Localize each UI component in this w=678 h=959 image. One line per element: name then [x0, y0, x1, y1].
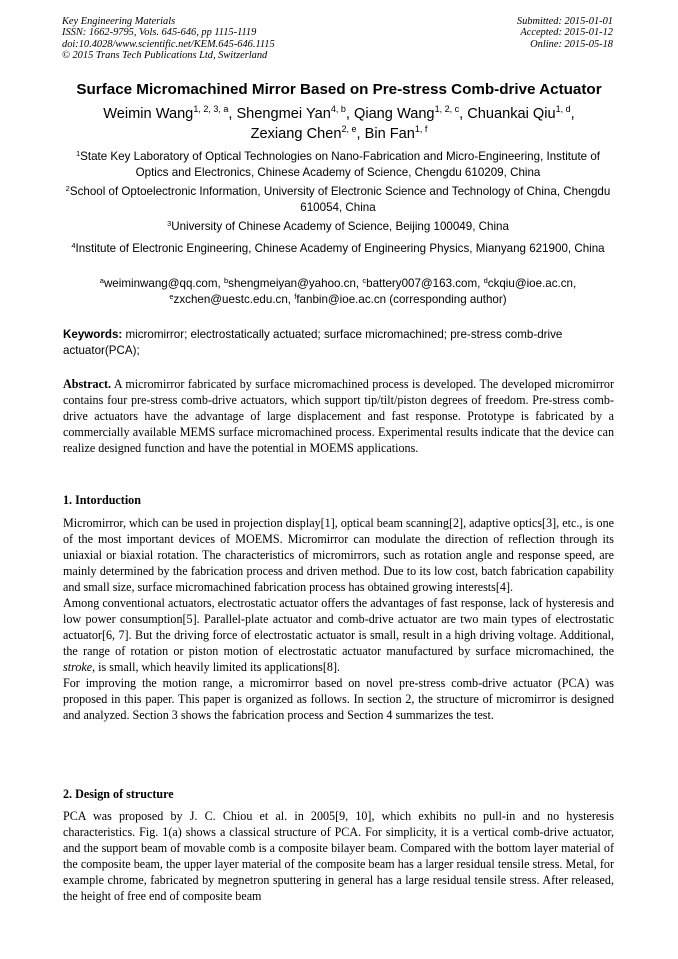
journal-doi: doi:10.4028/www.scientific.net/KEM.645-646.1115	[62, 38, 275, 50]
paragraph: Micromirror, which can be used in projection display[1], optical beam scanning[2], adaptive optics[3], etc., is one of the most important devices of MOEMS. Micromirror can modulate the direction of reflection through its uniaxial or biaxial rotation. The characteristics of micromirrors, such as rotation angle and response speed, are mainly determined by the fabrication process and driven method. Due to its low cost, batch fabrication capability and small size, surface micromachined fabrication process has obtained growing interests[4].	[63, 516, 614, 594]
affiliation-1	[62, 149, 614, 181]
dates-header	[517, 16, 613, 50]
affiliation-mark: 2	[65, 184, 70, 193]
author-name: Weimin Wang	[103, 106, 194, 122]
email-mark: b	[223, 276, 229, 285]
email-address: fanbin@ioe.ac.cn (corresponding author)	[296, 293, 507, 306]
email-address: shengmeiyan@yahoo.cn,	[228, 277, 363, 290]
author-affiliation-mark: 1, 2, 3, a	[193, 104, 229, 114]
email-address: battery007@163.com,	[366, 277, 484, 290]
affiliation-mark: 3	[167, 219, 172, 228]
journal-header	[62, 16, 275, 62]
affiliation-text: University of Chinese Academy of Science, Beijing 100049, China	[171, 220, 509, 233]
author-affiliation-mark: 1, d	[555, 104, 571, 114]
accepted-date: Accepted: 2015-01-12	[520, 27, 613, 39]
affiliation-text: School of Optoelectronic Information, University of Electronic Science and Technology of China, Chengdu 610054, China	[69, 185, 611, 214]
email-address: zxchen@uestc.edu.cn,	[173, 293, 295, 306]
email-address: weiminwang@qq.com,	[103, 277, 224, 290]
author-affiliation-mark: 2, e	[341, 124, 357, 134]
author-affiliation-mark: 4, b	[330, 104, 346, 114]
affiliation-text: State Key Laboratory of Optical Technologies on Nano-Fabrication and Micro-Engineering, Institute of Optics and Electronics, Chinese Academy of Science, Chengdu 610209, China	[80, 150, 601, 179]
section-heading-introduction: 1. Intorduction	[63, 493, 141, 507]
affiliation-3	[62, 219, 614, 235]
email-list	[62, 276, 614, 308]
author-name: Zexiang Chen	[250, 126, 342, 142]
keywords	[63, 327, 615, 359]
author-affiliation-mark: 1, f	[414, 124, 428, 134]
author-affiliation-mark: 1, 2, c	[434, 104, 460, 114]
keywords-text: micromirror; electrostatically actuated; surface micromachined; pre-stress comb-drive actuator(PCA);	[63, 328, 563, 357]
author-separator: ,	[228, 106, 237, 122]
email-mark: d	[483, 276, 488, 285]
online-date: Online: 2015-05-18	[530, 38, 613, 50]
design-body	[63, 808, 614, 904]
affiliation-2	[62, 184, 614, 216]
paper-title: Surface Micromachined Mirror Based on Pre-stress Comb-drive Actuator	[76, 81, 602, 98]
affiliation-mark: 1	[75, 149, 81, 158]
journal-issn: ISSN: 1662-9795, Vols. 645-646, pp 1115-1119	[62, 27, 257, 39]
email-address: ckqiu@ioe.ac.cn,	[487, 277, 577, 290]
abstract-label: Abstract.	[63, 377, 112, 391]
paragraph	[63, 595, 614, 675]
author-separator: ,	[459, 106, 468, 122]
author-name: Qiang Wang	[353, 106, 435, 122]
abstract-text: A micromirror fabricated by surface micromachined process is developed. The developed micromirror contains four pre-stress comb-drive actuators, which support tip/tilt/piston degrees of freedom. Pre-stress comb-drive actuators have the advantage of large displacement and fast response. Prototype is fabricated by a commercially available MEMS surface micromachined process. Experimental results indicate that the device can realize designed function and have the potential in MOEMS applications.	[63, 377, 614, 455]
paragraph: For improving the motion range, a micromirror based on novel pre-stress comb-drive actuator (PCA) was proposed in this paper. This paper is organized as follows. In section 2, the structure of micromirror is designed and analyzed. Section 3 shows the fabrication process and Section 4 summarizes the test.	[63, 676, 614, 722]
email-mark: e	[169, 292, 174, 301]
journal-copyright: © 2015 Trans Tech Publications Ltd, Switzerland	[62, 50, 268, 62]
abstract	[63, 376, 614, 456]
affiliation-text: Institute of Electronic Engineering, Chinese Academy of Engineering Physics, Mianyang 621900, China	[75, 242, 605, 255]
submitted-date: Submitted: 2015-01-01	[516, 16, 613, 27]
paragraph-text: , is small, which heavily limited its applications[8].	[92, 660, 340, 674]
author-name: Chuankai Qiu	[467, 106, 556, 122]
emphasis-text: stroke	[63, 660, 93, 674]
affiliation-mark: 4	[71, 241, 76, 250]
journal-name: Key Engineering Materials	[62, 16, 176, 27]
email-mark: f	[294, 292, 297, 301]
email-mark: a	[99, 276, 104, 285]
affiliation-4	[62, 241, 614, 257]
email-mark: c	[362, 276, 367, 285]
author-list	[55, 104, 623, 144]
author-separator: ,	[570, 106, 575, 122]
keywords-label: Keywords:	[63, 328, 123, 341]
paragraph: PCA was proposed by J. C. Chiou et al. in 2005[9, 10], which exhibits no pull-in and no hysteresis characteristics. Fig. 1(a) shows a classical structure of PCA. For simplicity, it is a vertical comb-drive actuator, and the support beam of movable comb is a composite bilayer beam. Compared with the bottom layer material of the composite beam, the upper layer material of the composite beam has a larger residual tensile stress. Metal, for example chrome, fabricated by megnetron sputtering in general has a large residual tensile stress. After released, the height of free end of composite beam	[63, 809, 614, 903]
paragraph-text: Among conventional actuators, electrostatic actuator offers the advantages of fast response, lack of hysteresis and low power consumption[5]. Parallel-plate actuator and comb-drive actuator are two main types of electrostatic actuator[6, 7]. But the driving force of electrostatic actuator is small, result in a high driving voltage. Additional, the range of rotation or piston motion of electrostatic actuator manufactured by surface micromachined, the	[63, 596, 614, 658]
author-separator: ,	[356, 126, 365, 142]
author-separator: ,	[345, 106, 354, 122]
author-name: Shengmei Yan	[236, 106, 331, 122]
section-heading-design: 2. Design of structure	[63, 787, 174, 801]
introduction-body	[63, 515, 614, 723]
author-name: Bin Fan	[364, 126, 415, 142]
